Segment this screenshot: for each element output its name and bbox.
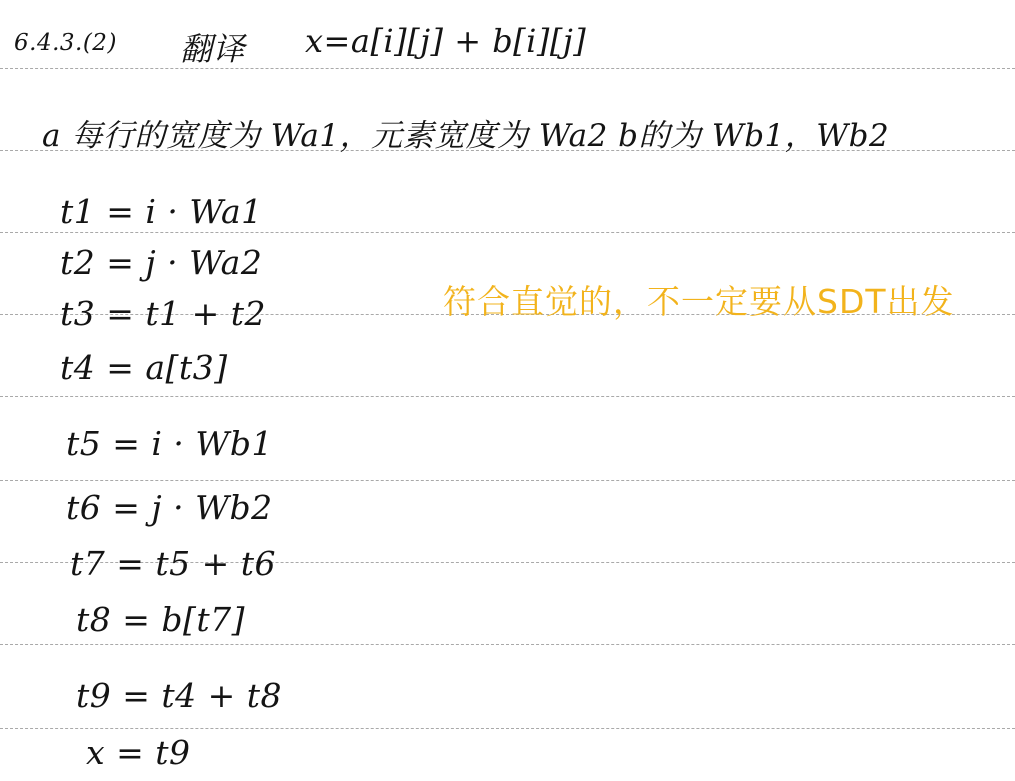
step-t1: t1 = i · Wa1 [60, 192, 263, 231]
step-t9: t9 = t4 + t8 [76, 676, 283, 715]
step-t8: t8 = b[t7] [76, 600, 246, 639]
ruled-line [0, 232, 1015, 233]
step-t7: t7 = t5 + t6 [70, 544, 277, 583]
heading-title: 翻译 [180, 30, 246, 68]
step-x: x = t9 [86, 733, 191, 772]
step-t2: t2 = j · Wa2 [60, 243, 263, 282]
side-note: 符合直觉的，不一定要从SDT出发 [443, 282, 955, 321]
step-t6: t6 = j · Wb2 [66, 488, 273, 527]
width-description: a 每行的宽度为 Wa1，元素宽度为 Wa2 b的为 Wb1，Wb2 [42, 118, 890, 154]
ruled-line [0, 480, 1015, 481]
step-t5: t5 = i · Wb1 [66, 424, 273, 463]
ruled-line [0, 728, 1015, 729]
step-t3: t3 = t1 + t2 [60, 294, 267, 333]
heading-expression: x=a[i][j] + b[i][j] [305, 22, 587, 60]
ruled-line [0, 68, 1015, 69]
section-number: 6.4.3.(2) [14, 30, 117, 56]
step-t4: t4 = a[t3] [60, 348, 228, 387]
ruled-line [0, 644, 1015, 645]
ruled-line [0, 396, 1015, 397]
